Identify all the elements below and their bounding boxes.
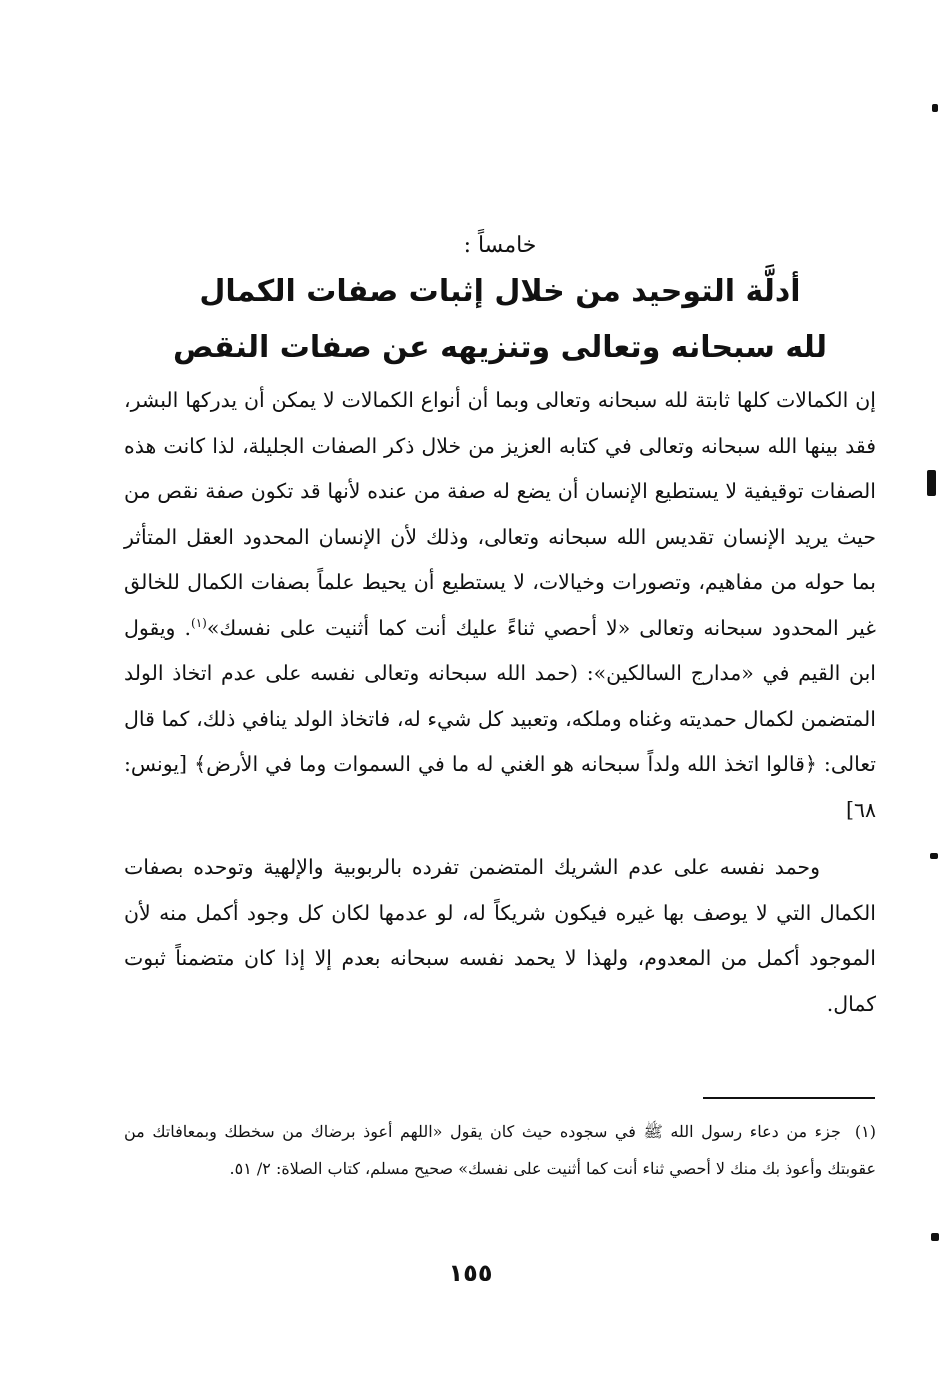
section-label: خامساً : (463, 233, 537, 258)
title-line-2: لله سبحانه وتعالى وتنزيهه عن صفات النقص (172, 330, 828, 365)
page-number: ١٥٥ (448, 1259, 493, 1287)
scan-mark-top (932, 104, 938, 112)
footnote-text: جزء من دعاء رسول الله ﷺ في سجوده حيث كان يقول «اللهم أعوذ برضاك من سخطك وبمعافاتك من عقوبتك وأعوذ بك منك لا أحصي ثناء أنت كما أثنيت على نفسك» صحيح مسلم، كتاب الصلاة: ٢/ ٥١. (124, 1122, 876, 1178)
footnote (124, 1113, 876, 1187)
footnote-number: (١) (854, 1122, 876, 1141)
body-paragraph-1 (124, 378, 876, 833)
footnote-reference: (١) (191, 615, 207, 630)
chapter-title (124, 264, 876, 376)
paragraph-1-text-b: . ويقول ابن القيم في «مدارج السالكين»: (حمد الله سبحانه وتعالى نفسه على عدم اتخاذ الولد المتضمن لكمال حمديته وغناه وملكه، وتعبيد كل شيء له، فاتخاذ الولد ينافي ذلك، كما قال تعالى: ﴿قالوا اتخذ الله ولداً سبحانه هو الغني له ما في السموات وما في الأرض﴾ [يونس: ٦٨] (124, 615, 876, 822)
scan-mark-bottom (931, 1233, 939, 1241)
scan-mark-middle (927, 470, 936, 496)
scan-mark-lower (930, 853, 938, 859)
main-content (124, 228, 876, 1027)
title-line-1: أدلَّة التوحيد من خلال إثبات صفات الكمال (199, 274, 801, 309)
footnote-divider (703, 1097, 875, 1099)
paragraph-1-text-a: إن الكمالات كلها ثابتة لله سبحانه وتعالى وبما أن أنواع الكمالات لا يمكن أن يدركها البشر، فقد بينها الله سبحانه وتعالى في كتابه العزيز من خلال ذكر الصفات الجليلة، لذا كانت هذه الصفات توقيفية لا يستطيع الإنسان أن يضع له صفة من عنده لأنها قد تكون صفة نقص من حيث يريد الإنسان تقديس الله سبحانه وتعالى، وذلك لأن الإنسان المحدود العقل المتأثر بما حوله من مفاهيم، وتصورات وخيالات، لا يستطيع أن يحيط علماً بصفات الكمال للخالق غير المحدود سبحانه وتعالى «لا أحصي ثناءً عليك أنت كما أثنيت على نفسك» (124, 388, 876, 640)
body-paragraph-2: وحمد نفسه على عدم الشريك المتضمن تفرده بالربوبية والإلهية وتوحده بصفات الكمال التي لا يوصف بها غيره فيكون شريكاً له، لو عدمها لكان كل وجود أكمل منه لأن الموجود أكمل من المعدوم، ولهذا لا يحمد نفسه سبحانه بعدم إلا إذا كان متضمناً ثبوت كمال. (124, 855, 876, 1016)
